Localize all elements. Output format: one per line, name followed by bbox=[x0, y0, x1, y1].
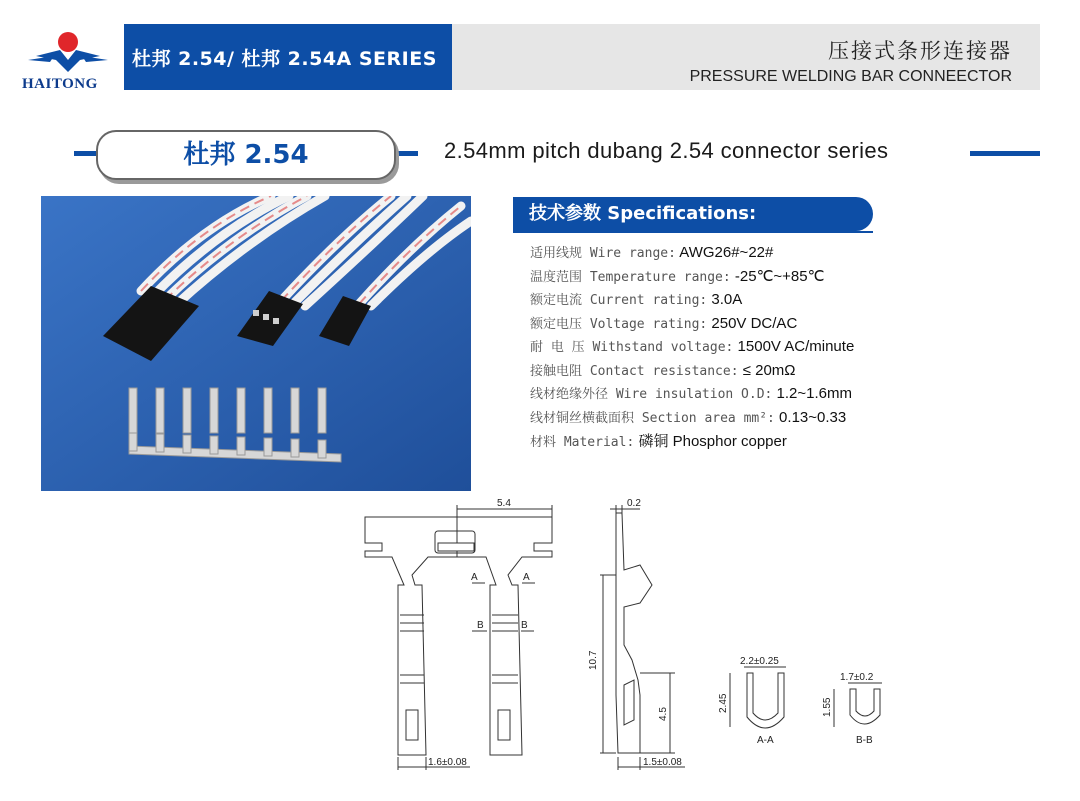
spec-label: 适用线规 Wire range: bbox=[530, 246, 676, 261]
divider-line-mid bbox=[394, 151, 418, 156]
spec-value: 250V DC/AC bbox=[707, 314, 798, 332]
mark-a-right: A bbox=[523, 572, 530, 583]
dim-crimp: 4.5 bbox=[658, 707, 669, 721]
spec-wire-range bbox=[530, 242, 854, 266]
spec-label: 温度范围 Temperature range: bbox=[530, 269, 731, 285]
dim-thickness: 0.2 bbox=[627, 498, 641, 509]
spec-temperature-range bbox=[530, 266, 854, 290]
spec-label: 线材铜丝横截面积 Section area mm²: bbox=[530, 410, 775, 426]
mark-b-left: B bbox=[477, 620, 484, 631]
mark-a-left: A bbox=[471, 572, 478, 583]
section-a-height: 2.45 bbox=[718, 693, 729, 713]
section-description: 2.54mm pitch dubang 2.54 connector series bbox=[444, 138, 889, 163]
spec-voltage-rating bbox=[530, 313, 854, 337]
spec-label: 材料 Material: bbox=[530, 435, 635, 450]
title-banner bbox=[452, 24, 1040, 90]
spec-wire-insulation bbox=[530, 383, 854, 407]
dim-bottom-side: 1.5±0.08 bbox=[643, 757, 682, 768]
spec-value: -25℃~+85℃ bbox=[730, 267, 825, 285]
spec-current-rating bbox=[530, 289, 854, 313]
section-b-label: B-B bbox=[856, 735, 873, 746]
spec-material bbox=[530, 430, 854, 454]
spec-label: 额定电流 Current rating: bbox=[530, 293, 708, 308]
spec-value: 0.13~0.33 bbox=[774, 408, 847, 426]
section-a-width: 2.2±0.25 bbox=[740, 656, 779, 667]
spec-label: 耐 电 压 Withstand voltage: bbox=[530, 340, 734, 355]
series-banner: 杜邦 2.54/ 杜邦 2.54A SERIES bbox=[124, 24, 452, 90]
section-label: 杜邦 2.54 bbox=[96, 130, 396, 180]
spec-value: 3.0A bbox=[707, 291, 743, 308]
spec-section-area bbox=[530, 407, 854, 431]
specifications-list bbox=[530, 242, 854, 454]
section-b-width: 1.7±0.2 bbox=[840, 672, 874, 683]
spec-value: ≤ 20mΩ bbox=[738, 361, 796, 379]
spec-label: 额定电压 Voltage rating: bbox=[530, 316, 708, 332]
dim-length: 10.7 bbox=[588, 650, 599, 670]
mark-b-right: B bbox=[521, 620, 528, 631]
dim-width: 5.4 bbox=[497, 498, 511, 509]
specifications-heading: 技术参数 Specifications: bbox=[513, 197, 873, 231]
spec-label: 线材绝缘外径 Wire insulation O.D: bbox=[530, 387, 773, 402]
technical-drawing bbox=[340, 495, 900, 785]
spec-contact-resistance bbox=[530, 360, 854, 384]
spec-value: 1500V AC/minute bbox=[733, 338, 855, 355]
dim-bottom-front: 1.6±0.08 bbox=[428, 757, 467, 768]
specifications-underline bbox=[513, 231, 873, 233]
spec-label: 接触电阻 Contact resistance: bbox=[530, 363, 739, 379]
spec-value: 磷铜 Phosphor copper bbox=[634, 433, 787, 450]
title-english: PRESSURE WELDING BAR CONNEECTOR bbox=[689, 68, 1012, 85]
spec-value: 1.2~1.6mm bbox=[772, 385, 852, 402]
spec-withstand-voltage bbox=[530, 336, 854, 360]
section-a-label: A-A bbox=[757, 735, 774, 746]
divider-line-right bbox=[970, 151, 1040, 156]
product-photo bbox=[41, 196, 471, 491]
logo-text: HAITONG bbox=[22, 76, 98, 92]
spec-value: AWG26#~22# bbox=[675, 244, 774, 261]
title-chinese: 压接式条形连接器 bbox=[828, 39, 1012, 63]
section-b-height: 1.55 bbox=[822, 697, 833, 717]
